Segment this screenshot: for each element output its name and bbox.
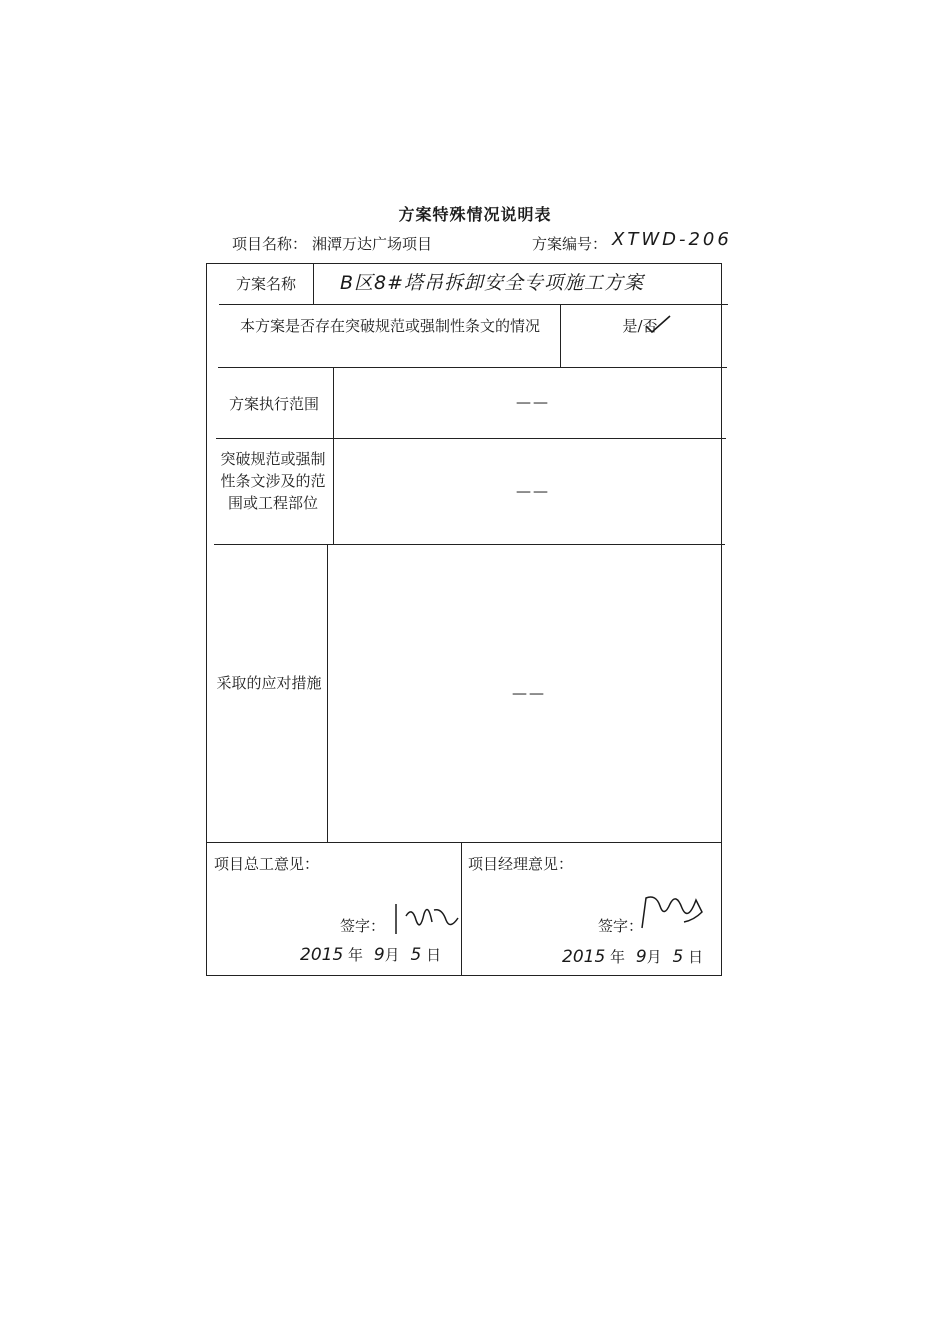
project-label: 项目名称： [232, 235, 308, 253]
row-label-affected-parts: 突破规范或强制性条文涉及的范围或工程部位 [220, 450, 326, 512]
chief-engineer-signature [390, 898, 462, 938]
project-manager-opinion-label: 项目经理意见： [468, 855, 574, 873]
project-manager-signature [636, 892, 706, 934]
chief-engineer-sign-label: 签字： [340, 917, 386, 935]
project-manager-date: 2015 年 9月 5 日 [562, 947, 704, 967]
violation-question: 本方案是否存在突破规范或强制性条文的情况 [239, 317, 540, 335]
plan-number-label: 方案编号： [532, 235, 608, 253]
row-value-measures: —— [512, 684, 546, 702]
plan-number-value: XTWD-206 [612, 229, 732, 250]
project-name: 湘潭万达广场项目 [312, 235, 433, 253]
plan-name-label: 方案名称 [235, 275, 296, 293]
row-value-affected-parts: —— [516, 482, 550, 500]
row-label-scope: 方案执行范围 [228, 395, 319, 413]
answer-checkmark [642, 314, 674, 336]
row-value-scope: —— [516, 393, 550, 411]
form-title: 方案特殊情况说明表 [398, 205, 552, 224]
plan-name-value: B区8#塔吊拆卸安全专项施工方案 [340, 272, 645, 294]
chief-engineer-opinion-label: 项目总工意见： [214, 855, 320, 873]
violation-answer: 是/否 [622, 317, 658, 335]
chief-engineer-date: 2015 年 9月 5 日 [300, 945, 442, 965]
row-label-measures: 采取的应对措施 [216, 674, 322, 692]
project-manager-sign-label: 签字： [598, 917, 644, 935]
